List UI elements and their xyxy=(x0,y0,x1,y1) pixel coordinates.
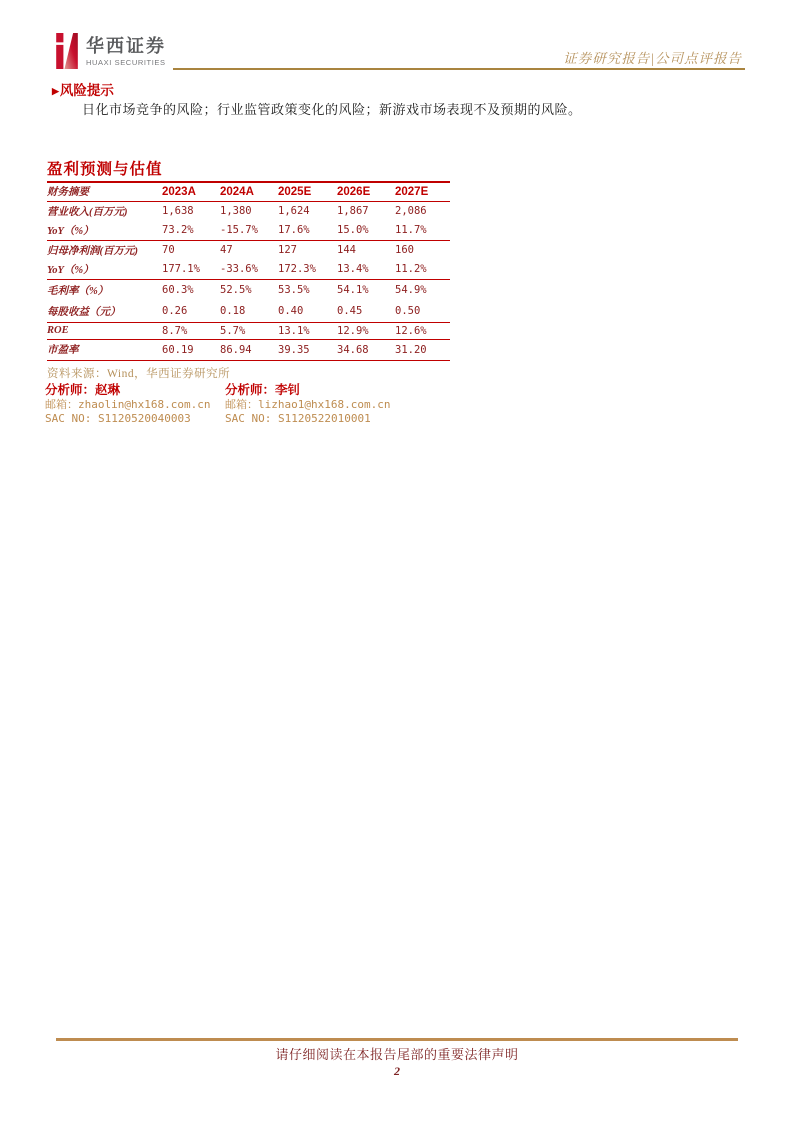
cell-value: 0.26 xyxy=(162,301,220,323)
table-row xyxy=(47,221,450,241)
row-label: 毛利率（%） xyxy=(47,285,109,297)
header-divider xyxy=(173,68,745,70)
huaxi-logo xyxy=(55,33,166,69)
brand-text xyxy=(86,33,166,68)
cell-value: 13.4% xyxy=(337,260,395,280)
table-row xyxy=(47,201,450,221)
column-header: 财务摘要 xyxy=(47,182,162,201)
risk-title-text: 风险提示 xyxy=(59,83,114,98)
cell-value: 31.20 xyxy=(395,339,450,361)
cell-value: 53.5% xyxy=(278,284,310,296)
page-number: 2 xyxy=(394,1064,400,1078)
table-row xyxy=(47,301,450,323)
analyst-name: 分析师：赵琳 xyxy=(45,383,121,397)
row-label: 归母净利润(百万元) xyxy=(47,245,138,257)
analyst-email: 邮箱：lizhao1@hx168.com.cn xyxy=(225,397,391,411)
cell-value: 1,638 xyxy=(162,205,194,217)
forecast-table-title: 盈利预测与估值 xyxy=(47,161,163,178)
cell-value: 17.6% xyxy=(278,221,337,241)
analyst-sac-no: SAC NO: S1120522010001 xyxy=(225,411,371,425)
analyst-email: 邮箱：zhaolin@hx168.com.cn xyxy=(45,397,211,411)
analyst-block xyxy=(45,383,405,425)
cell-value: 1,624 xyxy=(278,205,310,217)
cell-value: -15.7% xyxy=(220,221,278,241)
triangle-bullet-icon: ▶ xyxy=(52,85,59,96)
cell-value: 0.50 xyxy=(395,301,450,323)
cell-value: 11.7% xyxy=(395,221,450,241)
cell-value: 0.18 xyxy=(220,301,278,323)
table-row xyxy=(47,260,450,280)
row-label: 每股收益（元） xyxy=(47,301,162,323)
cell-value: 12.9% xyxy=(337,322,395,339)
table-row xyxy=(47,339,450,361)
row-label: ROE xyxy=(47,322,162,339)
huaxi-logo-icon xyxy=(55,33,79,69)
report-type-label: 证券研究报告|公司点评报告 xyxy=(563,51,742,66)
column-header: 2026E xyxy=(337,182,395,201)
cell-value: 2,086 xyxy=(395,205,427,217)
row-label: YoY（%） xyxy=(47,260,162,280)
column-header: 2024A xyxy=(220,182,278,201)
table-source-note: 资料来源：Wind，华西证券研究所 xyxy=(47,368,231,380)
cell-value: 8.7% xyxy=(162,322,220,339)
cell-value: 15.0% xyxy=(337,221,395,241)
forecast-table xyxy=(47,181,450,361)
cell-value: 73.2% xyxy=(162,221,220,241)
analyst-name: 分析师：李钊 xyxy=(225,383,301,397)
table-row xyxy=(47,279,450,301)
cell-value: 172.3% xyxy=(278,260,337,280)
cell-value: 54.1% xyxy=(337,284,369,296)
cell-value: 160 xyxy=(395,244,414,256)
analyst-sac-no: SAC NO: S1120520040003 xyxy=(45,411,191,425)
cell-value: 0.45 xyxy=(337,301,395,323)
cell-value: 47 xyxy=(220,244,233,256)
analyst-1 xyxy=(45,383,225,425)
row-label: 营业收入(百万元) xyxy=(47,206,128,218)
row-label: YoY（%） xyxy=(47,221,162,241)
risk-section-title xyxy=(52,79,114,99)
cell-value: 13.1% xyxy=(278,322,337,339)
column-header: 2023A xyxy=(162,182,220,201)
cell-value: 54.9% xyxy=(395,284,427,296)
brand-name-cn: 华西证券 xyxy=(86,36,166,56)
footer-disclaimer: 请仔细阅读在本报告尾部的重要法律声明 xyxy=(275,1047,519,1062)
cell-value: 1,380 xyxy=(220,205,252,217)
cell-value: 34.68 xyxy=(337,339,395,361)
cell-value: 52.5% xyxy=(220,284,252,296)
brand-name-en: HUAXI SECURITIES xyxy=(86,58,166,67)
cell-value: 70 xyxy=(162,244,175,256)
cell-value: 11.2% xyxy=(395,260,450,280)
column-header: 2027E xyxy=(395,182,450,201)
cell-value: 127 xyxy=(278,244,297,256)
cell-value: 0.40 xyxy=(278,301,337,323)
table-header-row xyxy=(47,182,450,201)
footer-divider xyxy=(56,1038,738,1041)
cell-value: 177.1% xyxy=(162,260,220,280)
table-row xyxy=(47,322,450,339)
row-label: 市盈率 xyxy=(47,339,162,361)
cell-value: 60.3% xyxy=(162,284,194,296)
table-row xyxy=(47,240,450,260)
cell-value: 12.6% xyxy=(395,322,450,339)
analyst-2 xyxy=(225,383,405,425)
column-header: 2025E xyxy=(278,182,337,201)
cell-value: 60.19 xyxy=(162,339,220,361)
cell-value: 86.94 xyxy=(220,339,278,361)
risk-body-text: 日化市场竞争的风险；行业监管政策变化的风险；新游戏市场表现不及预期的风险。 xyxy=(82,102,582,117)
cell-value: 39.35 xyxy=(278,339,337,361)
cell-value: 1,867 xyxy=(337,205,369,217)
cell-value: 5.7% xyxy=(220,322,278,339)
cell-value: 144 xyxy=(337,244,356,256)
cell-value: -33.6% xyxy=(220,260,278,280)
